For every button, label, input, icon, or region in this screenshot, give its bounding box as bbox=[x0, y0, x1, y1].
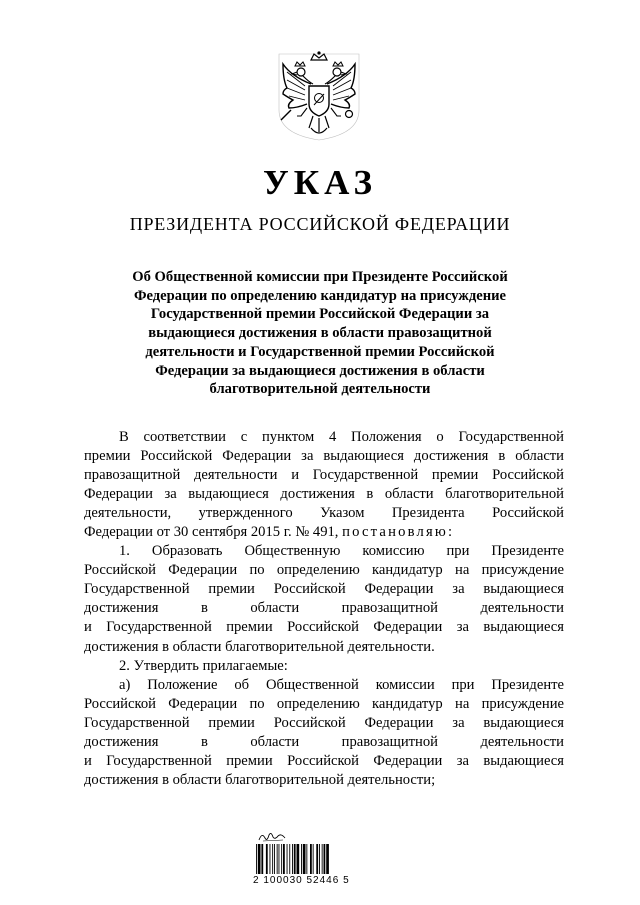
body-line: и Государственной премии Российской Федерации за выдающиеся bbox=[84, 619, 564, 636]
body-line: Государственной премии Российской Федерации за выдающиеся bbox=[84, 581, 564, 598]
preamble-paragraph bbox=[84, 428, 564, 542]
body-line: В соответствии с пунктом 4 Положения о Государственной bbox=[119, 429, 564, 445]
issuer-line: ПРЕЗИДЕНТА РОССИЙСКОЙ ФЕДЕРАЦИИ bbox=[129, 214, 511, 234]
document-footer bbox=[245, 830, 395, 890]
body-line: Российской Федерации по определению кандидатур на присуждение bbox=[84, 562, 564, 579]
russian-coat-of-arms-icon bbox=[277, 50, 361, 142]
title-line: выдающиеся достижения в области правозащитной bbox=[148, 325, 492, 342]
decree-body bbox=[84, 428, 564, 790]
body-line: достижения в области благотворительной деятельности. bbox=[84, 638, 435, 655]
body-line: деятельности, утвержденного Указом Президента Российской bbox=[84, 505, 564, 522]
barcode-number: 2 100030 52446 5 bbox=[253, 875, 350, 886]
body-line: достижения в области благотворительной деятельности; bbox=[84, 771, 436, 788]
barcode-icon bbox=[255, 844, 381, 874]
title-line: благотворительной деятельности bbox=[209, 381, 431, 398]
item-2a-paragraph bbox=[84, 676, 564, 790]
body-line: Российской Федерации по определению кандидатур на присуждение bbox=[84, 695, 564, 712]
preamble-last-text: Федерации от 30 сентября 2015 г. № 491, bbox=[84, 524, 339, 541]
title-line: Об Общественной комиссии при Президенте Российской bbox=[132, 269, 508, 285]
body-line: правозащитной деятельности и Государственной премии Российской bbox=[84, 467, 564, 484]
body-line: 2. Утвердить прилагаемые: bbox=[119, 657, 288, 674]
item-1-paragraph bbox=[84, 542, 564, 656]
body-line: и Государственной премии Российской Федерации за выдающиеся bbox=[84, 752, 564, 769]
item-2-paragraph bbox=[84, 657, 564, 676]
title-line: Государственной премии Российской Федерации за bbox=[150, 306, 490, 323]
handwritten-initials-icon bbox=[257, 830, 287, 842]
body-line: 1. Образовать Общественную комиссию при Президенте bbox=[119, 543, 564, 560]
body-line: достижения в области правозащитной деятельности bbox=[84, 733, 564, 750]
body-line: достижения в области правозащитной деятельности bbox=[84, 600, 564, 617]
body-line: а) Положение об Общественной комиссии при Президенте bbox=[119, 676, 564, 693]
document-type: УКАЗ bbox=[263, 163, 377, 202]
body-line: Государственной премии Российской Федерации за выдающиеся bbox=[84, 714, 564, 731]
title-line: Федерации по определению кандидатур на присуждение bbox=[133, 287, 506, 304]
decree-word: постановляю: bbox=[342, 524, 455, 541]
decree-title bbox=[100, 268, 540, 399]
body-line bbox=[84, 523, 564, 542]
body-line: премии Российской Федерации за выдающиеся достижения в области bbox=[84, 448, 564, 465]
title-line: Федерации за выдающиеся достижения в области bbox=[155, 362, 485, 379]
body-line: Федерации за выдающиеся достижения в области благотворительной bbox=[84, 486, 564, 503]
title-line: деятельности и Государственной премии Российской bbox=[145, 343, 495, 360]
